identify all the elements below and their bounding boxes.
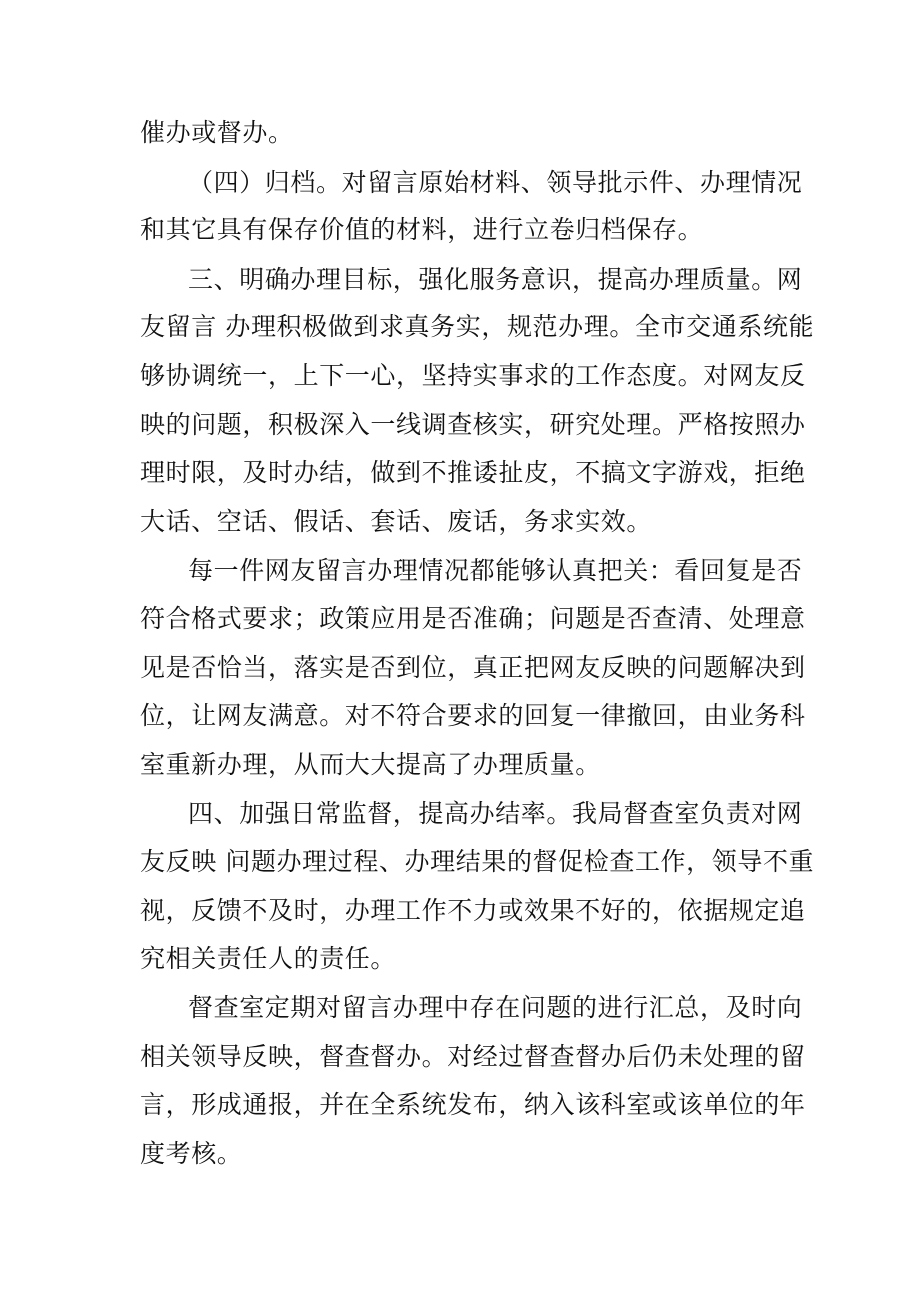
text-line: 和其它具有保存价值的材料，进行立卷归档保存。	[140, 215, 704, 244]
text-line: 见是否恰当，落实是否到位，真正把网友反映的问题解决到	[140, 653, 806, 682]
text-line: 催办或督办。	[140, 118, 294, 147]
text-line: 度考核。	[140, 1139, 243, 1168]
text-line: （四）归档。对留言原始材料、领导批示件、办理情况	[188, 168, 803, 197]
text-line: 四、加强日常监督，提高办结率。我局督查室负责对网	[188, 799, 803, 828]
text-line: 理时限，及时办结，做到不推诿扯皮，不搞文字游戏，拒绝	[140, 458, 806, 487]
text-line: 位，让网友满意。对不符合要求的回复一律撤回，由业务科	[140, 701, 806, 730]
text-line: 映的问题，积极深入一线调查核实，研究处理。严格按照办	[140, 410, 806, 439]
text-line: 友留言 办理积极做到求真务实，规范办理。全市交通系统能	[140, 312, 815, 341]
text-line: 视，反馈不及时，办理工作不力或效果不好的，依据规定追	[140, 896, 806, 925]
text-line: 友反映 问题办理过程、办理结果的督促检查工作，领导不重	[140, 847, 815, 876]
text-line: 究相关责任人的责任。	[140, 944, 397, 973]
text-line: 相关领导反映，督查督办。对经过督查督办后仍未处理的留	[140, 1042, 806, 1071]
text-line: 三、明确办理目标，强化服务意识，提高办理质量。网	[188, 265, 803, 294]
text-line: 每一件网友留言办理情况都能够认真把关：看回复是否	[188, 556, 803, 585]
text-line: 言，形成通报，并在全系统发布，纳入该科室或该单位的年	[140, 1090, 806, 1119]
text-line: 大话、空话、假话、套话、废话，务求实效。	[140, 507, 653, 536]
text-line: 室重新办理，从而大大提高了办理质量。	[140, 750, 601, 779]
text-line: 够协调统一，上下一心，坚持实事求的工作态度。对网友反	[140, 361, 806, 390]
text-line: 符合格式要求；政策应用是否准确；问题是否查清、处理意	[140, 604, 806, 633]
text-line: 督查室定期对留言办理中存在问题的进行汇总，及时向	[188, 993, 803, 1022]
